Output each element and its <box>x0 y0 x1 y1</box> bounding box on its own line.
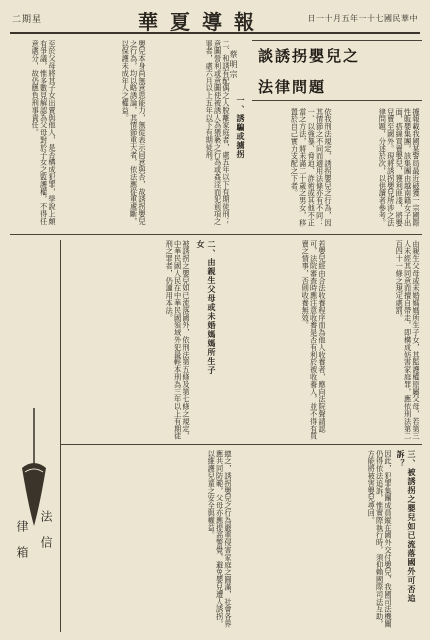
section-divider <box>10 234 422 235</box>
article-author: 蔡明宗 <box>229 50 238 80</box>
text-column: 被誘拐之嬰兒如已流落國外，依刑法第五條及第七條之規定，中華民國人民在中華民國領域外犯最輕本刑為三年以上有期徒刑之罪者，仍適用本法。 <box>165 240 191 440</box>
article-title-line2: 法律問題 <box>258 78 327 96</box>
text-column: 若嬰兒經由合法收養程序而為他人收養者，應向法院聲請認可，法院審查時應注意收養是否有利於被收養人，並不得有買賣之情事，否則收養無效。 <box>301 240 327 440</box>
subhead-3: 三、被誘拐之嬰兒如已流落國外可否追訴？ <box>396 450 417 603</box>
subhead-2: 二、由親生父母或未婚媽媽所生子女 <box>196 240 217 375</box>
masthead-bar <box>10 6 420 34</box>
text-column: 因此，犯罪集團成員縱在國外交付嬰兒，我國司法機關仍得依法追訴，惟實際執行時，須仰賴國際司法互助，方能將被害嬰兒尋回。 <box>367 450 393 628</box>
text-column: 二、和誘有配偶之人脫離家庭者，處五年以下有期徒刑；意圖營利或意圖使被誘人為猥褻之行為或姦淫而犯前項之罪者，處六月以上五年以下有期徒刑。 <box>205 40 231 225</box>
title-rule-bottom <box>252 100 422 101</box>
issue-date: 日一十月五年一十七國民華中 <box>307 14 418 23</box>
column-label-left: 律箱 <box>15 520 29 572</box>
column-rule <box>60 240 61 632</box>
subhead-1: 一、誘騙或擄拐 <box>236 96 246 159</box>
text-column: 由親生父母或未婚媽媽所生子女，其監護權原屬父母，若第三人未經其同意而擅自帶走，即構成妨害家庭罪，應依刑法第二百四十一條之規定處罰。 <box>395 240 421 440</box>
text-column: 至於父母將其子女出賣與他人，是否構成犯罪，學說上頗有爭議，惟多數見解認為父母對於子女之監護權，不得任意處分，故仍應負刑事責任。 <box>31 40 57 225</box>
text-column: 依我刑法規定，誘拐嬰兒之行為，因其情節之不同而適用法條亦有不同：一、以強暴、脅迫、詐術或其他不正當之方法，將未滿二十歲之男女，移置於自己實力支配之下者。 <box>290 108 333 227</box>
text-column: 據報載我國某警局最近破獲一宗國際性販嬰集團，該集團由越南籍女子出面，搭線買賣嬰兒，獲利匪淺，將嬰兒賣至國外。現將誘拐嬰兒所涉之法律問題，分述於次，以供讀者參考。 <box>378 108 421 227</box>
section-divider <box>60 444 422 445</box>
text-column: 總之，誘拐嬰兒之行為嚴重侵害家庭之圓滿，社會各界應共同防範，父母亦應提高警覺，避免嬰兒遭人誘拐，以維護兒童之安全與權益。 <box>207 450 233 628</box>
newspaper-masthead: 華夏導報 <box>138 10 266 34</box>
issue-weekday: 二期星 <box>12 15 43 25</box>
title-rule-top <box>252 40 422 41</box>
text-column: 嬰兒本身尚無意思能力，無從表示同意與否，故誘拐嬰兒之行為，均以略誘論，其情節重大者，依法應從重處斷，以保護未成年人之權益。 <box>121 40 147 225</box>
article-title-line1: 談誘拐嬰兒之 <box>258 47 361 65</box>
column-label-right: 法信 <box>39 510 53 562</box>
